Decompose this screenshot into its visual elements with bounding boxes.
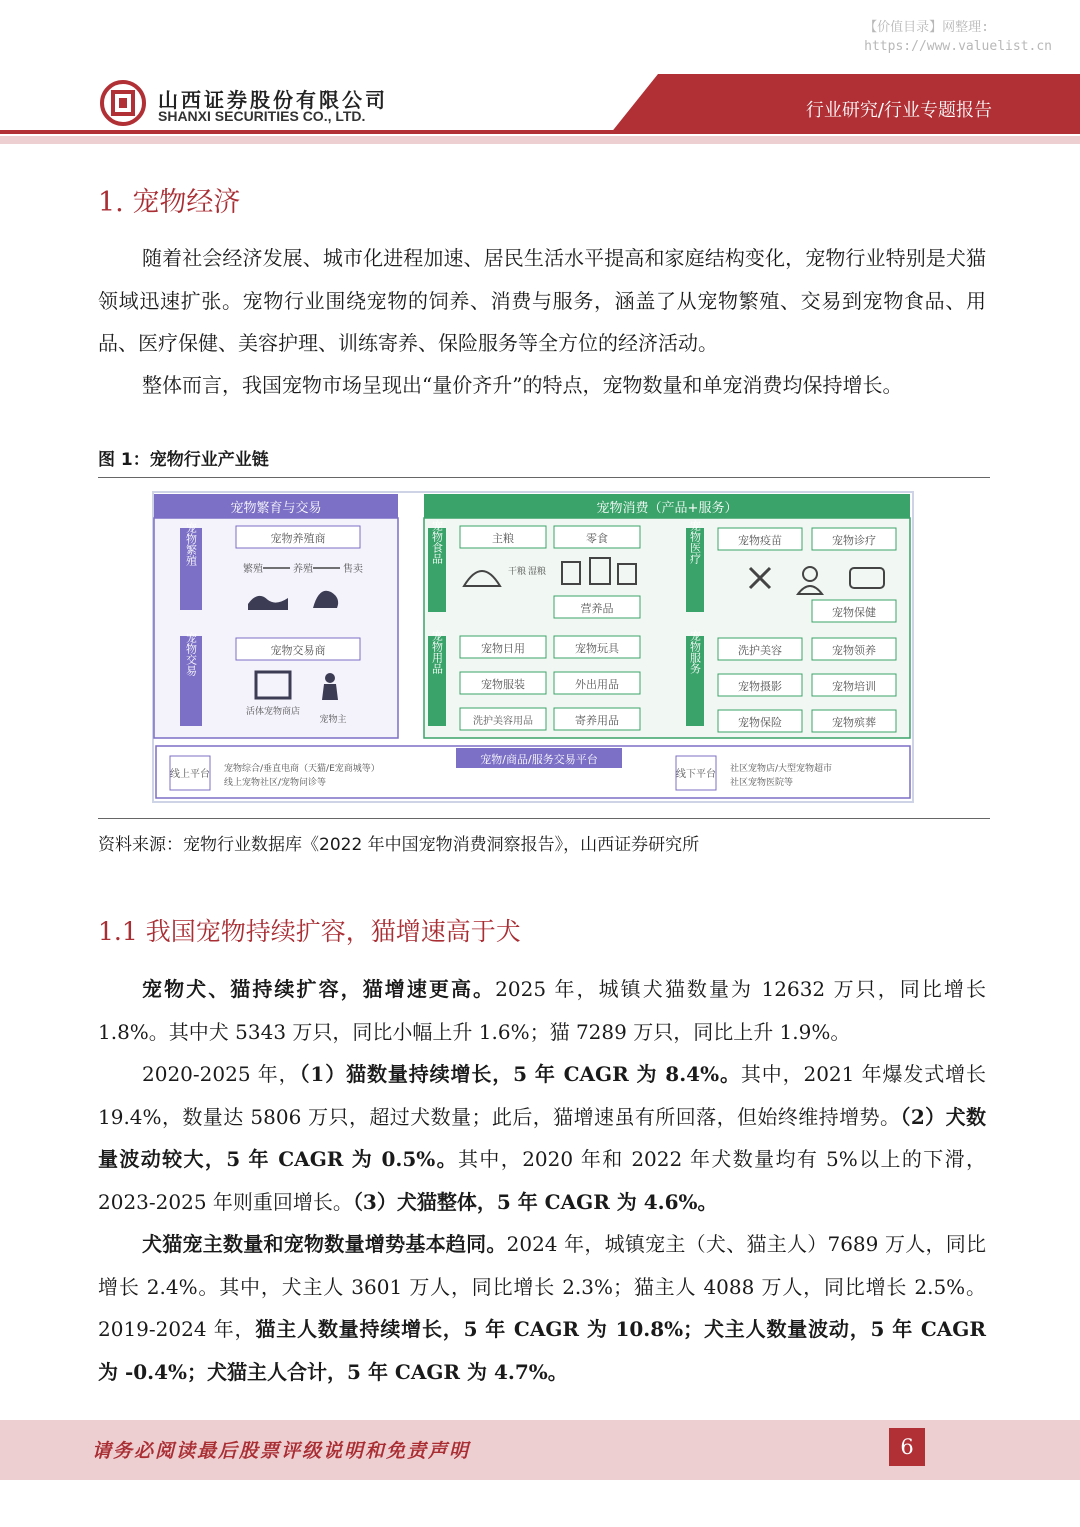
breeding-trade-block [154,494,398,738]
medical-item-1: 宠物疫苗 [738,534,782,547]
service-side-label: 宠物服务 [688,630,702,674]
owner-icon [325,673,335,683]
watermark-line2: https://www.valuelist.cn [864,39,1052,54]
disclaimer-notice: 请务必阅读最后股票评级说明和免责声明 [92,1440,471,1462]
food-item-1: 主粮 [492,532,514,545]
flow-step-3: 售卖 [343,564,363,575]
pet-count-paragraph [98,968,986,1053]
cagr-cat: （1）猫数量持续增长，5 年 CAGR 为 8.4%。 [299,1062,741,1086]
food-sub-2: 湿粮 [528,567,547,577]
company-logo-icon [100,80,146,126]
supplies-item-5: 洗护美容用品 [473,716,533,727]
store-label: 活体宠物商店 [245,707,301,717]
left-title: 宠物繁育与交易 [230,501,322,516]
service-item-5: 宠物保险 [738,716,782,729]
header-band [0,130,1080,134]
supplies-item-6: 寄养用品 [575,714,619,727]
summary-paragraph: 整体而言，我国宠物市场呈现出“量价齐升”的特点，宠物数量和单宠消费均保持增长。 [142,373,903,397]
supplies-side-label: 宠物用品 [430,630,444,674]
trade-side-label: 宠物交易 [184,632,198,676]
offline-item-1: 社区宠物店/大型宠物超市 [730,764,833,774]
cagr-paragraph [98,1053,986,1223]
online-label: 线上平台 [170,769,210,780]
cagr-intro: 2020-2025 年， [142,1062,300,1086]
watermark-line1: 【价值目录】网整理: [864,20,989,35]
online-item-2: 线上宠物社区/宠物问诊等 [224,778,327,788]
food-side-label: 宠物食品 [430,520,444,564]
breeding-side-label: 宠物繁殖 [184,522,198,566]
supplies-item-1: 宠物日用 [481,642,525,655]
breeder-label: 宠物养殖商 [270,532,326,545]
supplies-item-3: 宠物服装 [481,678,525,691]
medical-item-3: 宠物保健 [832,606,876,619]
header-band-light [0,136,1080,144]
platform-block [156,746,910,798]
pet-count-body: 2025 年，城镇犬猫数量为 12632 万只，同比增长 1.8%。其中犬 5343 万只，同比小幅上升 1.6%；猫 7289 万只，同比上升 1.9%。 [98,977,987,1044]
cagr-cat-detail: 其中，2021 年爆发式增长 19.4%，数量达 5806 万只，超过犬数量；此后，猫增速虽有所回落，但始终维持增势。 [98,1062,986,1129]
intro-paragraph: 随着社会经济发展、城市化进程加速、居民生活水平提高和家庭结构变化，宠物行业特别是犬猫领域迅速扩张。宠物行业围绕宠物的饲养、消费与服务，涵盖了从宠物繁殖、交易到宠物食品、用品、医疗保健、美容护理、训练寄养、保险服务等全方位的经济活动。 [98,246,986,355]
company-name-en: SHANXI SECURITIES CO., LTD. [158,108,366,124]
trader-label: 宠物交易商 [270,644,326,657]
food-item-2: 零食 [586,532,608,545]
owners-body: 2024 年，城镇宠主（犬、猫主人）7689 万人，同比增长 2.4%。其中，犬主人 3601 万人，同比增长 2.3%；猫主人 4088 万人，同比增长 2.5%。2019-2024 年， [98,1232,987,1341]
online-item-1: 宠物综合/垂直电商（天猫/E宠商城等） [224,764,380,774]
company-name-cn: 山西证券股份有限公司 [158,88,388,112]
platform-title: 宠物/商品/服务交易平台 [480,753,598,766]
flow-step-2: 养殖 [293,564,313,575]
service-item-2: 宠物领养 [832,644,876,657]
service-item-1: 洗护美容 [738,644,782,657]
industry-chain-diagram [98,484,990,814]
supplies-item-4: 外出用品 [575,678,619,691]
consumption-block [424,494,910,738]
subsection-title: 1.1 我国宠物持续扩容，猫增速高于犬 [98,917,521,946]
food-item-3: 营养品 [580,602,614,615]
figure-bottom-rule [98,818,990,819]
right-title: 宠物消费（产品+服务） [596,501,738,516]
flow-step-1: 繁殖 [243,564,263,575]
owners-cagr: 猫主人数量持续增长，5 年 CAGR 为 10.8%；犬主人数量波动，5 年 CAGR 为 -0.4%；犬猫主人合计，5 年 CAGR 为 4.7%。 [98,1317,986,1384]
page-number: 6 [889,1428,925,1466]
report-type: 行业研究/行业专题报告 [805,100,992,121]
service-item-3: 宠物摄影 [738,680,782,693]
owners-lead: 犬猫宠主数量和宠物数量增势基本趋同。 [142,1232,507,1256]
food-sub-1: 干粮 [508,567,527,577]
pet-count-lead: 宠物犬、猫持续扩容，猫增速更高。 [142,977,496,1001]
figure-source: 资料来源：宠物行业数据库《2022 年中国宠物消费洞察报告》，山西证券研究所 [98,835,700,855]
owner-label: 宠物主 [319,715,347,725]
watermark [864,18,1052,56]
service-item-6: 宠物殡葬 [832,716,876,729]
supplies-item-2: 宠物玩具 [575,642,619,655]
cagr-dog: （2）犬数量波动较大，5 年 CAGR 为 0.5%。 [98,1104,986,1171]
offline-label: 线下平台 [676,769,716,780]
medical-item-2: 宠物诊疗 [832,534,876,547]
section-title: 1. 宠物经济 [98,187,241,218]
service-item-4: 宠物培训 [832,680,876,693]
figure-caption: 图 1：宠物行业产业链 [98,450,269,470]
owners-paragraph [98,1223,986,1393]
cagr-total: （3）犬猫整体，5 年 CAGR 为 4.6%。 [352,1189,718,1214]
offline-item-2: 社区宠物医院等 [730,778,794,788]
cagr-dog-detail: 其中，2020 年和 2022 年犬数量均有 5%以上的下滑，2023-2025 年则重回增长。 [98,1147,986,1214]
figure-top-rule [98,477,990,478]
medical-side-label: 宠物医疗 [688,520,702,564]
